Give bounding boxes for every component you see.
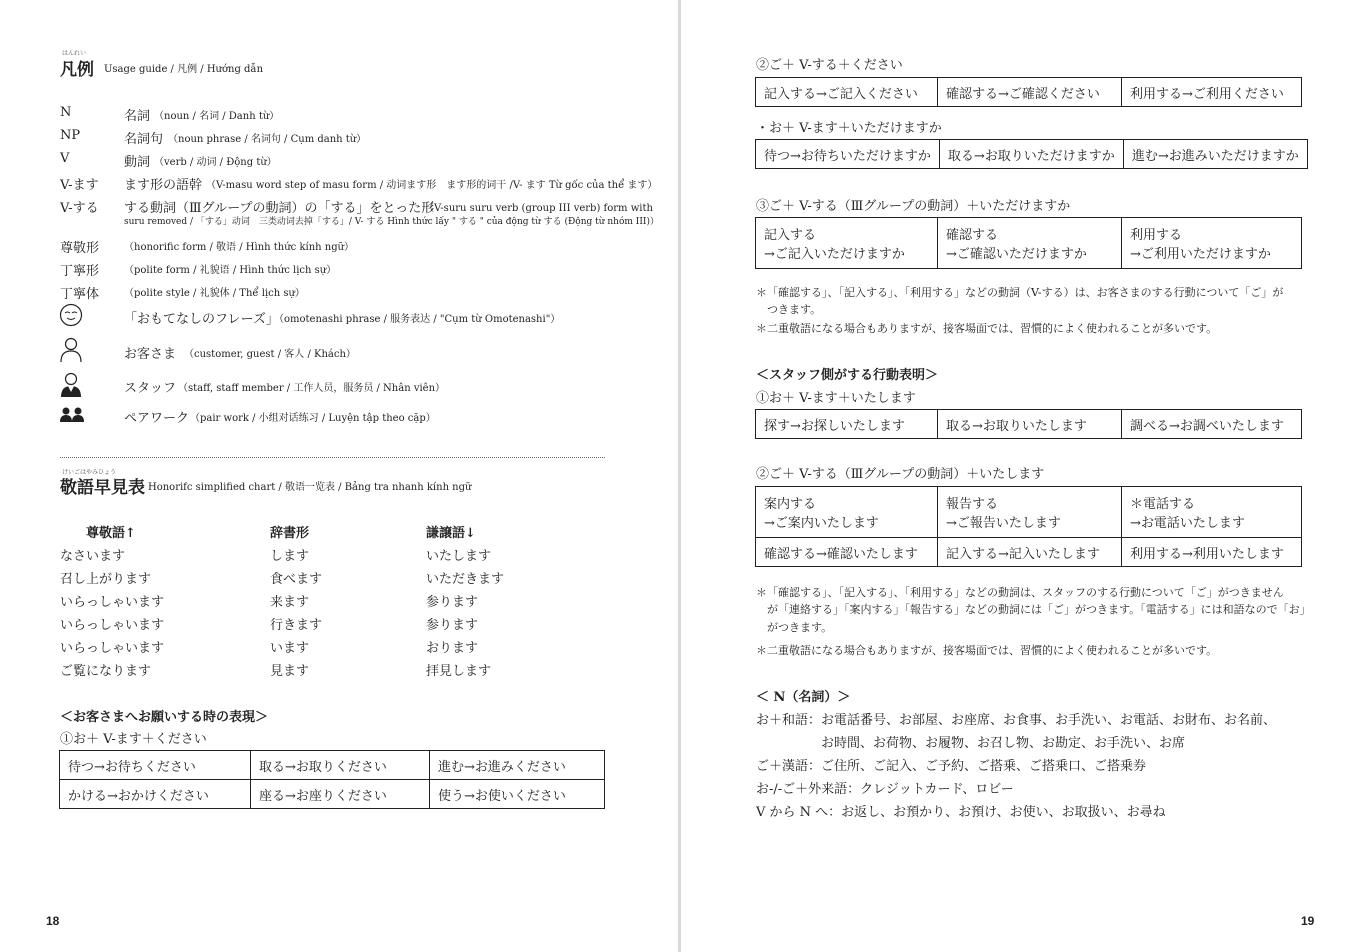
go-itadakemasuka-table [755, 217, 1302, 269]
table-cell: します [270, 549, 310, 564]
table-row [756, 78, 1302, 107]
note-line: がつきます。 [756, 621, 833, 634]
table-cell: 待つ→お待ちいただけますか [756, 140, 940, 169]
legend-abbr: 丁寧形 [60, 264, 100, 279]
noun-line: ご＋漢語：ご住所、ご記入、ご予約、ご搭乗、ご搭乗口、ご搭乗券 [756, 759, 1147, 774]
legend-abbr: 丁寧体 [60, 287, 100, 302]
legend-term: する動詞（Ⅲグループの動詞）の「する」をとった形 [124, 201, 435, 216]
section-label: ①お＋ V-ます＋いたします [756, 391, 916, 406]
table-cell: 報告する →ご報告いたします [938, 487, 1122, 538]
table-cell: 確認する →ご確認いただけますか [938, 218, 1122, 269]
chart-title: 敬語早見表 [60, 478, 145, 498]
legend-desc: （V-suru suru verb (group III verb) form with [424, 203, 653, 214]
table-cell: かける→おかけください [60, 780, 251, 809]
table-cell: います [270, 641, 310, 656]
table-cell: 使う→お使いください [430, 780, 605, 809]
request-heading: ＜お客さまへお願いする時の表現＞ [60, 710, 269, 725]
table-cell: 調べる→お調べいたします [1122, 410, 1302, 439]
omotenashi-desc: （omotenashi phrase / 服务表达 / "Cụm từ Omotenashi"） [274, 314, 561, 325]
table-cell: 参ります [426, 595, 479, 610]
note-line: ＊「確認する」、「記入する」、「利用する」などの動詞（V-する）は、お客さまのする行動について「ご」が [756, 286, 1284, 299]
noun-line: V から N へ：お返し、お預かり、お預け、お使い、お取扱い、お尋ね [756, 805, 1166, 820]
legend-desc: （honorific form / 敬语 / Hình thức kính ngữ） [124, 242, 355, 253]
table-row [60, 780, 605, 809]
hanrei-title: 凡例 [60, 60, 94, 80]
customer-person-icon [59, 337, 83, 363]
noun-heading: ＜ N（名詞）＞ [756, 690, 851, 705]
table-row [756, 410, 1302, 439]
right-page [681, 0, 1358, 952]
page-number-right: 19 [1301, 914, 1315, 928]
table-cell: なさいます [60, 549, 126, 564]
table-cell: 取る→お取りいただけますか [939, 140, 1123, 169]
table-cell: 記入する→ご記入ください [756, 78, 938, 107]
legend-desc-2: suru removed / 「する」动词 三类动词去掉「する」/ V- する Hình thức lấy " する " của động từ する (Động từ nhóm III)） [124, 217, 659, 227]
section-label: ・お＋ V-ます＋いただけますか [756, 121, 942, 136]
table-cell: 召し上がります [60, 572, 152, 587]
table-cell: ご覧になります [60, 664, 152, 679]
table-row [60, 751, 605, 780]
noun-line: お＋和語：お電話番号、お部屋、お座席、お食事、お手洗い、お電話、お財布、お名前、 [756, 713, 1277, 728]
table-cell: 座る→お座りください [251, 780, 430, 809]
table-cell: 探す→お探しいたします [756, 410, 938, 439]
hanrei-subtitle: Usage guide / 凡例 / Hướng dẫn [104, 64, 264, 75]
note-line: ＊「確認する」、「記入する」、「利用する」などの動詞は、スタッフのする行動について「ご」がつきません [756, 586, 1284, 599]
legend-term: 名詞 [124, 109, 151, 124]
customer-desc: （customer, guest / 客人 / Khách） [184, 349, 356, 360]
table-cell: いらっしゃいます [60, 595, 165, 610]
table-cell: 利用する →ご利用いただけますか [1122, 218, 1302, 269]
pair-work-icon [59, 407, 85, 423]
legend-desc: （V-masu word step of masu form / 动词ます形 ます形的词干 /V- ます Từ gốc của thể ます） [206, 180, 658, 191]
table-cell: 案内する →ご案内いたします [756, 487, 938, 538]
note-line: ＊二重敬語になる場合もありますが、接客場面では、習慣的によく使われることが多いです。 [756, 322, 1218, 335]
table-cell: 記入する →ご記入いただけますか [756, 218, 938, 269]
customer-label: お客さま [124, 347, 177, 362]
table-cell: 食べます [270, 572, 323, 587]
section-label: ②ご＋ V-する＋ください [756, 58, 903, 73]
legend-desc: （noun / 名词 / Danh từ） [154, 111, 280, 122]
legend-abbr: NP [60, 128, 81, 143]
left-page [0, 0, 678, 952]
table-cell: 見ます [270, 664, 310, 679]
table-cell: 待つ→お待ちください [60, 751, 251, 780]
table-cell: いたします [426, 549, 492, 564]
noun-line: お-/-ご＋外来語：クレジットカード、ロビー [756, 782, 1014, 797]
staff-heading: ＜スタッフ側がする行動表明＞ [756, 368, 939, 383]
note-line: つきます。 [756, 303, 822, 316]
col-header-kenjougo: 謙譲語↓ [426, 526, 476, 541]
chart-ruby: けいごはやみひょう [62, 469, 117, 476]
col-header-sonkeigo: 尊敬語↑ [86, 526, 136, 541]
table-cell: 利用する→ご利用ください [1122, 78, 1302, 107]
pair-work-desc: （pair work / 小组对话练习 / Luyện tập theo cặp） [190, 413, 436, 424]
table-row [756, 218, 1302, 269]
legend-abbr: V-ます [60, 178, 99, 193]
o-itadakemasuka-table [755, 139, 1308, 169]
table-cell: 拝見します [426, 664, 492, 679]
table-cell: いらっしゃいます [60, 618, 165, 633]
legend-term: 動詞 [124, 155, 151, 170]
chart-subtitle: Honorifc simplified chart / 敬语一览表 / Bảng tra nhanh kính ngữ [148, 482, 472, 493]
table-row [756, 487, 1302, 538]
hanrei-ruby: はんれい [62, 50, 87, 57]
legend-abbr: 尊敬形 [60, 241, 100, 256]
legend-desc: （verb / 动词 / Động từ） [154, 157, 277, 168]
table-cell: 来ます [270, 595, 310, 610]
legend-term: ます形の語幹 [124, 178, 203, 193]
legend-desc: （polite form / 礼貌语 / Hình thức lịch sự） [124, 265, 337, 276]
request-table [59, 750, 605, 809]
table-cell: おります [426, 641, 479, 656]
omotenashi-face-icon [59, 303, 83, 327]
note-line: が「連絡する」「案内する」「報告する」などの動詞には「ご」がつきます。「電話する」には和語なので「お」 [756, 603, 1311, 616]
omotenashi-label: 「おもてなしのフレーズ」 [124, 312, 279, 327]
table-cell: いらっしゃいます [60, 641, 165, 656]
section-divider [60, 457, 605, 458]
table-cell: 進む→お進みいただけますか [1123, 140, 1307, 169]
table-cell: 取る→お取りください [251, 751, 430, 780]
legend-desc: （noun phrase / 名词句 / Cụm danh từ） [168, 134, 367, 145]
table-row [756, 140, 1308, 169]
table-row [756, 538, 1302, 567]
section-label: ②ご＋ V-する（Ⅲグループの動詞）＋いたします [756, 467, 1045, 482]
go-itashimasu-table [755, 486, 1302, 567]
table-cell: 利用する→利用いたします [1122, 538, 1302, 567]
table-cell: 取る→お取りいたします [938, 410, 1122, 439]
pair-work-label: ペアワーク [124, 411, 190, 426]
page-number-left: 18 [46, 914, 60, 928]
legend-abbr: N [60, 105, 72, 120]
legend-abbr: V [60, 151, 70, 166]
go-kudasai-table [755, 77, 1302, 107]
legend-desc: （polite style / 礼貌体 / Thể lịch sự） [124, 288, 305, 299]
table-cell: 確認する→ご確認ください [938, 78, 1122, 107]
table-cell: 確認する→確認いたします [756, 538, 938, 567]
table-cell: 記入する→記入いたします [938, 538, 1122, 567]
staff-label: スタッフ [124, 381, 177, 396]
staff-person-icon [59, 372, 83, 398]
noun-line: お時間、お荷物、お履物、お召し物、お勘定、お手洗い、お席 [756, 736, 1186, 751]
staff-desc: （staff, staff member / 工作人员，服务员 / Nhân viên） [178, 383, 446, 394]
legend-term: 名詞句 [124, 132, 164, 147]
o-itashimasu-table [755, 409, 1302, 439]
request-subheading: ①お＋ V-ます＋ください [60, 732, 207, 747]
note-line: ＊二重敬語になる場合もありますが、接客場面では、習慣的によく使われることが多いです。 [756, 644, 1218, 657]
table-cell: 参ります [426, 618, 479, 633]
table-cell: 行きます [270, 618, 323, 633]
table-cell: 進む→お進みください [430, 751, 605, 780]
col-header-jishokei: 辞書形 [270, 526, 310, 541]
table-cell: いただきます [426, 572, 505, 587]
legend-abbr: V-する [60, 201, 99, 216]
table-cell: ＊電話する →お電話いたします [1122, 487, 1302, 538]
section-label: ③ご＋ V-する（Ⅲグループの動詞）＋いただけますか [756, 199, 1071, 214]
